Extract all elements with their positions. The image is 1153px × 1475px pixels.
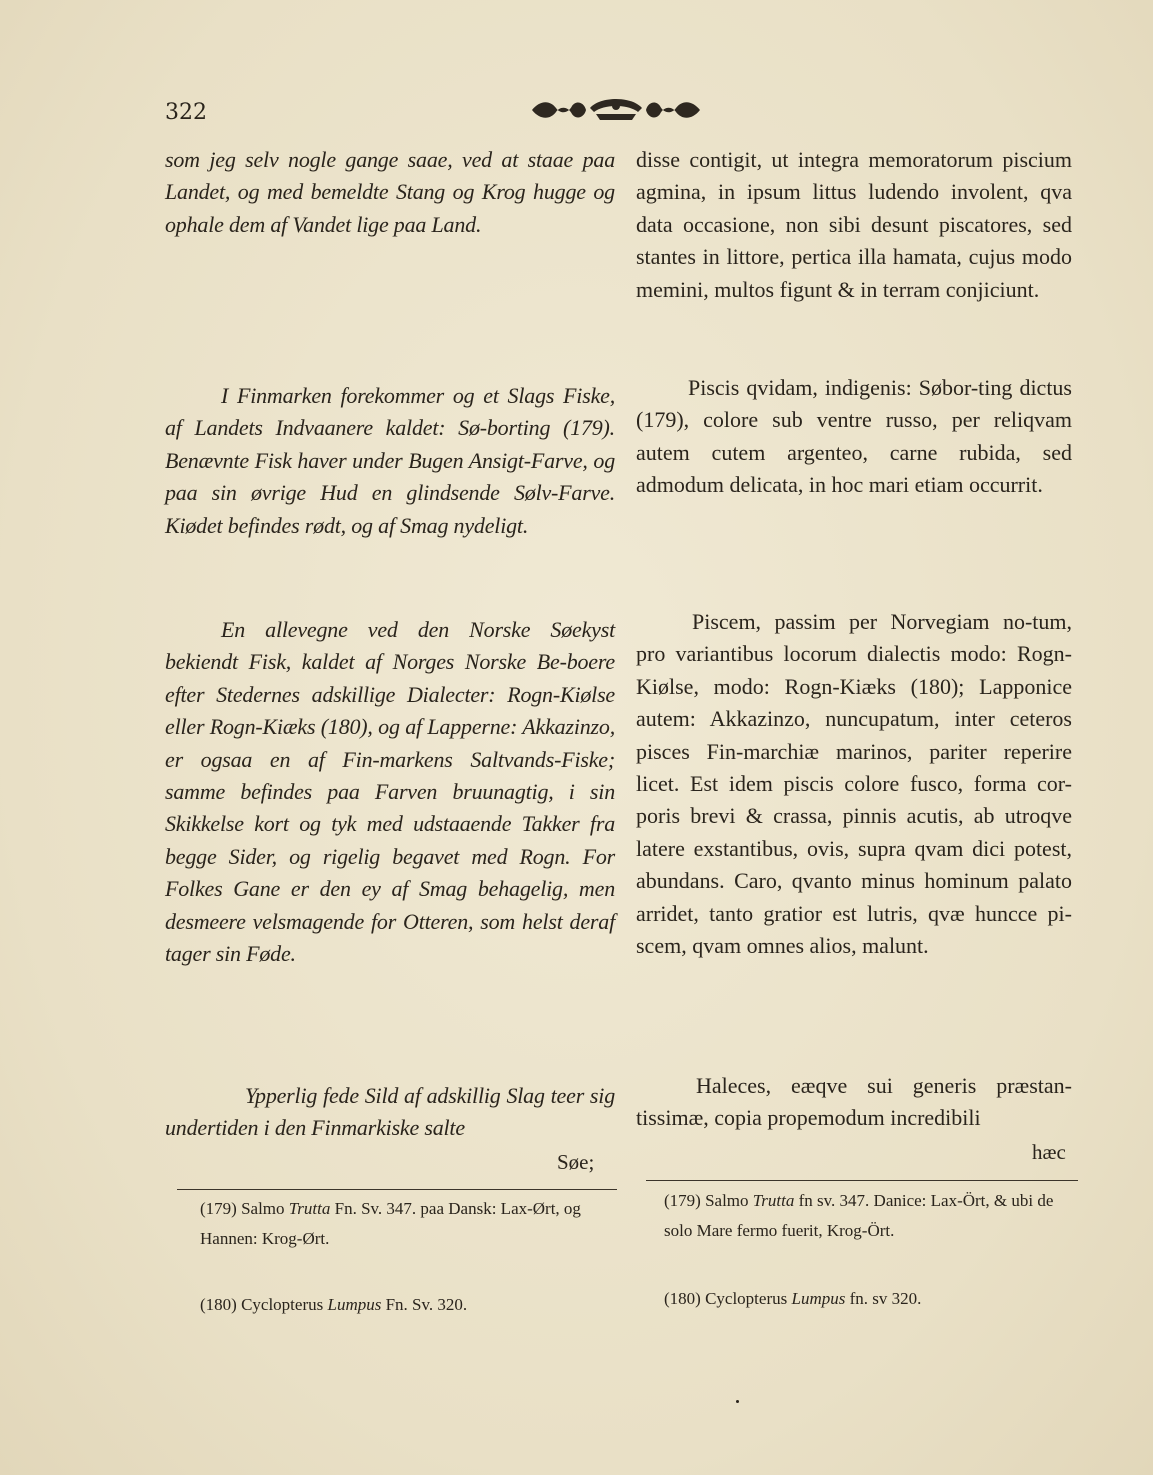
footnote-genus: Cyclopterus: [705, 1289, 788, 1308]
left-paragraph-3: En allevegne ved den Norske Søekyst bekiendt Fisk, kaldet af Norges Norske Be-boere efter Stedernes adskillige Dialecter: Rogn-Kiølse eller Rogn-Kiæks (180), og af Lapperne: Akkazinzo, er ogsaa en af Fin-markens Saltvands-Fiske; samme befindes paa Farven bruunagtig, i sin Skikkelse kort og tyk med udstaaende Takker fra begge Sider, og rigelig begavet med Rogn. For Folkes Gane er den ey af Smag behagelig, men desmeere velsmagende for Otteren, som helst deraf tager sin Føde.: [165, 617, 615, 967]
footnote-species: Trutta: [752, 1191, 795, 1210]
right-paragraph-2: Piscis qvidam, indigenis: Søbor-ting dictus (179), colore sub ventre russo, per reliqvam autem cutem argenteo, carne rubida, sed admodum delicata, in hoc mari etiam occurrit.: [636, 375, 1072, 498]
latin-column: [636, 0, 1082, 1475]
left-paragraph-2: I Finmarken forekommer og et Slags Fiske, af Landets Indvaanere kaldet: Sø-borting (179). Benævnte Fisk haver under Bugen Ansigt-Farve, og paa sin øvrige Hud en glindsende Sølv-Farve. Kiødet befindes rødt, og af Smag nydeligt.: [165, 383, 615, 538]
right-footnote-180: [664, 1284, 1080, 1314]
left-paragraph-4: Ypperlig fede Sild af adskillig Slag teer sig undertiden i den Finmarkiske salte: [165, 1083, 615, 1141]
left-catchword: Søe;: [557, 1150, 595, 1174]
right-paragraph-4: Haleces, eæqve sui generis præstan-tissimæ, copia propemodum incredibili: [636, 1073, 1072, 1131]
page-number: 322: [165, 100, 207, 125]
footnote-species: Trutta: [288, 1199, 331, 1218]
right-paragraph-1: disse contigit, ut integra memoratorum piscium agmina, in ipsum littus ludendo involent, qva data occasione, non sibi desunt piscatores, sed stantes in littore, pertica illa hamata, cujus modo memini, multos figunt & in terram conjiciunt.: [636, 147, 1072, 302]
right-footnote-rule: [646, 1180, 1078, 1181]
left-footnote-rule: [177, 1189, 617, 1190]
footnote-text: Fn. Sv. 320.: [385, 1295, 468, 1314]
right-footnote-179: [664, 1186, 1080, 1246]
footnote-species: Lumpus: [791, 1289, 846, 1308]
footnote-text: fn sv. 347. Danice: Lax-Ört, & ubi de solo Mare fermo fuerit, Krog-Ört.: [664, 1191, 1054, 1240]
footnote-mark: (180): [664, 1289, 701, 1308]
footnote-genus: Salmo: [705, 1191, 749, 1210]
left-footnote-180: [200, 1290, 620, 1320]
footnote-mark: (179): [200, 1199, 237, 1218]
footnote-genus: Cyclopterus: [241, 1295, 324, 1314]
danish-column: [165, 0, 615, 1475]
footnote-text: fn. sv 320.: [849, 1289, 922, 1308]
right-paragraph-3: Piscem, passim per Norvegiam no-tum, pro variantibus locorum dialectis modo: Rogn-Kiølse, modo: Rogn-Kiæks (180); Lapponice autem: Akkazinzo, nuncupatum, inter ceteros pisces Fin-marchiæ marinos, pariter reperire licet. Est idem piscis colore fusco, forma cor-poris brevi & crassa, pinnis acutis, ab utroqve latere exstantibus, ovis, supra qvam dici potest, abundans. Caro, qvanto minus hominum palato arridet, tanto gratior est lutris, qvæ huncce pi-scem, qvam omnes alios, malunt.: [636, 609, 1072, 959]
footnote-mark: (180): [200, 1295, 237, 1314]
left-paragraph-1: som jeg selv nogle gange saae, ved at staae paa Landet, og med bemeldte Stang og Krog hugge og ophale dem af Vandet lige paa Land.: [165, 147, 615, 237]
page-speck: [736, 1400, 739, 1403]
left-footnote-179: [200, 1194, 620, 1254]
footnote-text: Fn. Sv. 347. paa Dansk: Lax-Ørt, og Hannen: Krog-Ørt.: [200, 1199, 581, 1248]
footnote-species: Lumpus: [327, 1295, 382, 1314]
footnote-mark: (179): [664, 1191, 701, 1210]
right-catchword: hæc: [1032, 1140, 1066, 1164]
footnote-genus: Salmo: [241, 1199, 285, 1218]
